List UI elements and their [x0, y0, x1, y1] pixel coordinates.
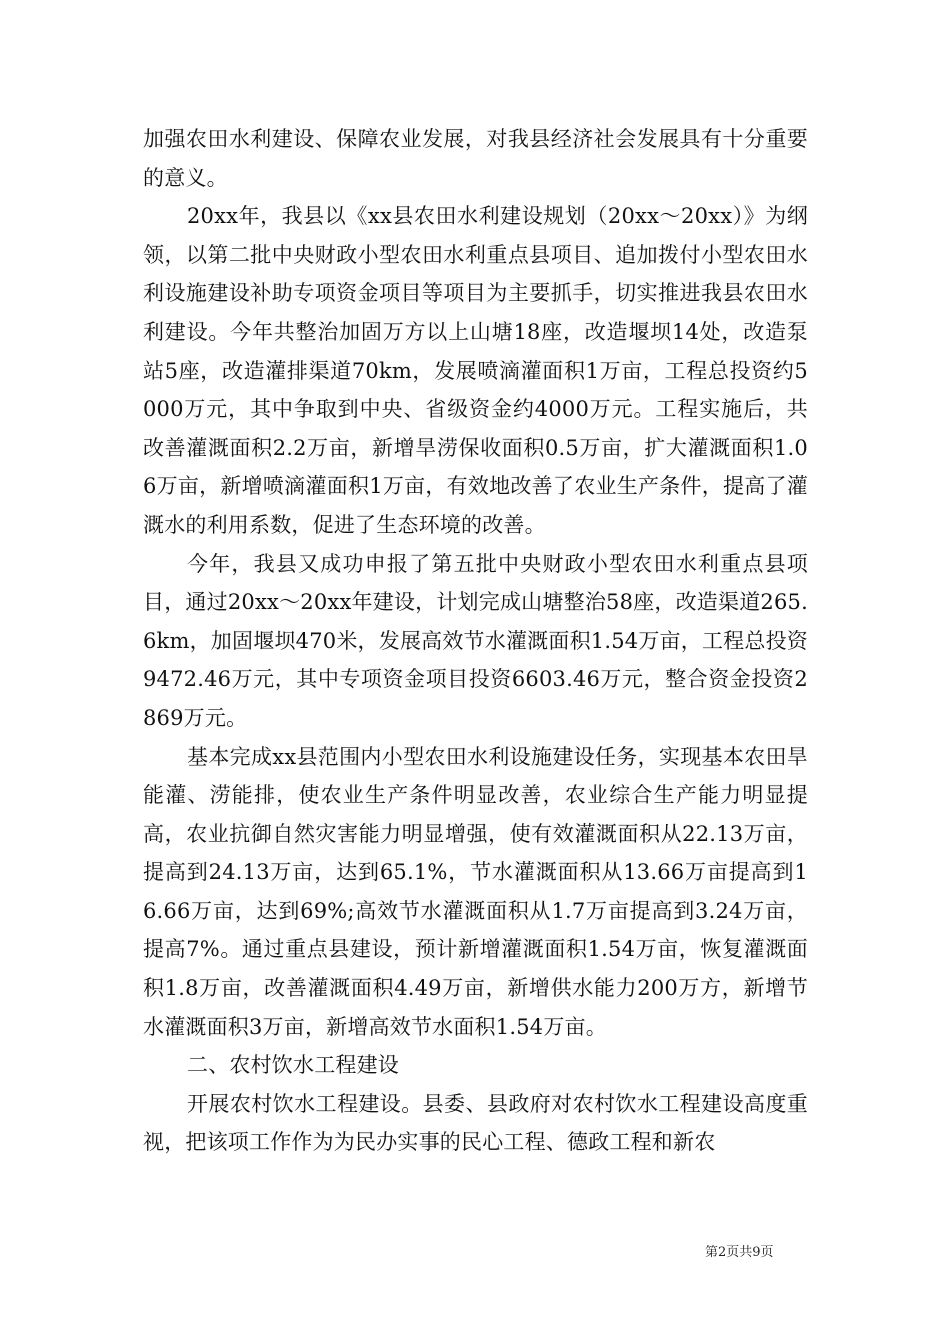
paragraph-fifth-batch-project: 今年，我县又成功申报了第五批中央财政小型农田水利重点县项目，通过20xx～20xx年建设，计划完成山塘整治58座，改造渠道265.6km，加固堰坝470米，发展高效节水灌溉面积1.54万亩，工程总投资9472.46万元，其中专项资金项目投资6603.46万元，整合资金投资2869万元。: [143, 551, 808, 730]
section-heading-rural-drinking-water: 二、农村饮水工程建设: [187, 1053, 399, 1078]
document-body: [143, 120, 808, 1162]
page-number-footer: 第2页共9页: [705, 1245, 774, 1260]
paragraph-targets: 基本完成xx县范围内小型农田水利设施建设任务，实现基本农田旱能灌、涝能排，使农业生产条件明显改善，农业综合生产能力明显提高，农业抗御自然灾害能力明显增强，使有效灌溉面积从22.13万亩，提高到24.13万亩，达到65.1%，节水灌溉面积从13.66万亩提高到16.66万亩，达到69%;高效节水灌溉面积从1.7万亩提高到3.24万亩，提高7%。通过重点县建设，预计新增灌溉面积1.54万亩，恢复灌溉面积1.8万亩，改善灌溉面积4.49万亩，新增供水能力200万方，新增节水灌溉面积3万亩，新增高效节水面积1.54万亩。: [143, 744, 808, 1039]
paragraph-continuation: 加强农田水利建设、保障农业发展，对我县经济社会发展具有十分重要的意义。: [143, 127, 808, 190]
paragraph-annual-progress: 20xx年，我县以《xx县农田水利建设规划（20xx～20xx）》为纲领，以第二批中央财政小型农田水利重点县项目、追加拨付小型农田水利设施建设补助专项资金项目等项目为主要抓手，切实推进我县农田水利建设。今年共整治加固万方以上山塘18座，改造堰坝14处，改造泵站5座，改造灌排渠道70km，发展喷滴灌面积1万亩，工程总投资约5000万元，其中争取到中央、省级资金约4000万元。工程实施后，共改善灌溉面积2.2万亩，新增旱涝保收面积0.5万亩，扩大灌溉面积1.06万亩，新增喷滴灌面积1万亩，有效地改善了农业生产条件，提高了灌溉水的利用系数，促进了生态环境的改善。: [143, 204, 808, 537]
paragraph-rural-drinking-water: 开展农村饮水工程建设。县委、县政府对农村饮水工程建设高度重视，把该项工作作为为民办实事的民心工程、德政工程和新农: [143, 1091, 808, 1155]
